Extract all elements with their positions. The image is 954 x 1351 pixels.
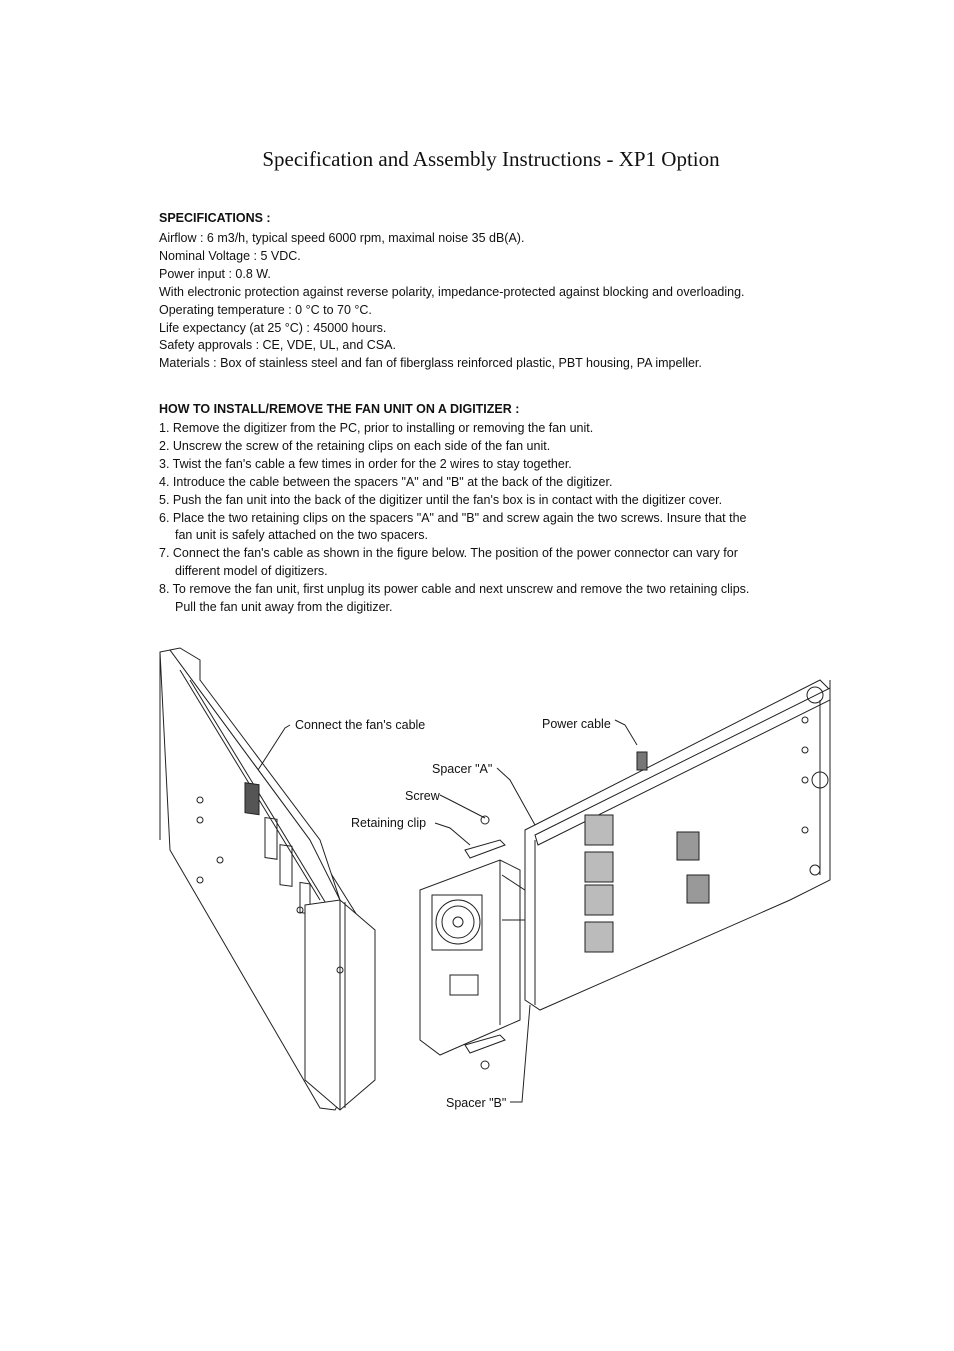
step-line: 5. Push the fan unit into the back of the digitizer until the fan's box is in contact with the digitizer cover. [159, 492, 723, 507]
spec-line: Nominal Voltage : 5 VDC. [159, 248, 301, 263]
step-line-continued: Pull the fan unit away from the digitizer. [175, 600, 393, 615]
spec-line: Operating temperature : 0 °C to 70 °C. [159, 302, 372, 317]
install-heading: HOW TO INSTALL/REMOVE THE FAN UNIT ON A DIGITIZER : [159, 402, 520, 416]
step-line-continued: different model of digitizers. [175, 564, 328, 579]
spec-line: Materials : Box of stainless steel and fan of fiberglass reinforced plastic, PBT housing, PA impeller. [159, 356, 702, 371]
label-screw: Screw [405, 789, 440, 803]
spec-line: With electronic protection against reverse polarity, impedance-protected against blocking and overloading. [159, 284, 745, 299]
spec-line: Power input : 0.8 W. [159, 266, 271, 281]
step-line: 3. Twist the fan's cable a few times in order for the 2 wires to stay together. [159, 456, 572, 471]
label-spacer-a: Spacer "A" [432, 762, 493, 776]
retaining-clip-top [465, 816, 505, 858]
label-retaining-clip: Retaining clip [351, 816, 427, 830]
step-line-continued: fan unit is safely attached on the two spacers. [175, 528, 428, 543]
step-line: 2. Unscrew the screw of the retaining clips on each side of the fan unit. [159, 438, 551, 453]
spec-line: Airflow : 6 m3/h, typical speed 6000 rpm, maximal noise 35 dB(A). [159, 231, 525, 245]
step-line: 4. Introduce the cable between the spacers "A" and "B" at the back of the digitizer. [159, 474, 613, 489]
label-power-cable: Power cable [542, 717, 611, 731]
spec-line: Safety approvals : CE, VDE, UL, and CSA. [159, 338, 396, 353]
step-line: 1. Remove the digitizer from the PC, prior to installing or removing the fan unit. [159, 421, 594, 435]
right-digitizer-board [525, 640, 830, 1010]
step-line: 6. Place the two retaining clips on the spacers "A" and "B" and screw again the two screws. Insure that the [159, 510, 747, 525]
specifications-list [159, 230, 745, 373]
install-steps [159, 420, 749, 617]
step-line: 7. Connect the fan's cable as shown in the figure below. The position of the power connector can vary for [159, 546, 738, 561]
label-connect-fan-cable: Connect the fan's cable [295, 718, 426, 732]
specifications-heading: SPECIFICATIONS : [159, 211, 271, 225]
label-spacer-b: Spacer "B" [446, 1096, 507, 1110]
page-title: Specification and Assembly Instructions - XP1 Option [262, 147, 720, 171]
spec-line: Life expectancy (at 25 °C) : 45000 hours. [159, 320, 387, 335]
fan-unit [420, 860, 540, 1055]
step-line: 8. To remove the fan unit, first unplug its power cable and next unscrew and remove the two retaining clips. [159, 582, 750, 597]
assembly-diagram [140, 640, 860, 1120]
